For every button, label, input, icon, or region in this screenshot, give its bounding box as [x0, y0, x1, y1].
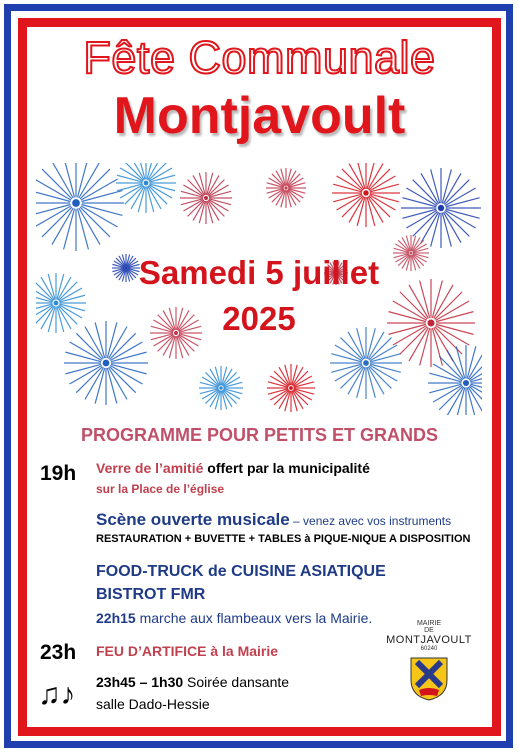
- programme-heading: PROGRAMME POUR PETITS ET GRANDS: [80, 425, 439, 445]
- date-year: 2025: [222, 300, 296, 337]
- logo-line3: MONTJAVOULT: [386, 634, 472, 646]
- event-scene-ouverte: [96, 510, 451, 530]
- soiree-time: 23h45 – 1h30: [96, 674, 184, 690]
- scene-note: – venez avec vos instruments: [289, 514, 452, 528]
- date-day: Samedi 5 juillet: [138, 254, 380, 291]
- restauration-line: RESTAURATION + BUVETTE + TABLES à PIQUE-NIQUE A DISPOSITION: [96, 533, 471, 545]
- mairie-logo: [386, 620, 472, 707]
- soiree-text: Soirée dansante: [183, 674, 290, 690]
- bistrot-line: BISTROT FMR: [96, 586, 206, 603]
- event-feu-artifice: FEU D’ARTIFICE à la Mairie: [96, 643, 279, 659]
- time-23h: 23h: [40, 641, 77, 664]
- logo-code: 60240: [420, 646, 438, 652]
- event-salle: salle Dado-Hessie: [96, 696, 210, 712]
- offert-label: offert par la municipalité: [203, 460, 370, 476]
- scene-label: Scène ouverte musicale: [96, 510, 290, 529]
- time-19h: 19h: [40, 462, 77, 485]
- event-verre-amitie: [96, 460, 370, 476]
- verre-label: Verre de l’amitié: [96, 460, 204, 476]
- title-montjavoult: Montjavoult: [113, 87, 406, 145]
- music-notes-icon: ♫♪: [38, 678, 76, 711]
- foodtruck-line: FOOD-TRUCK de CUISINE ASIATIQUE: [96, 563, 386, 580]
- logo-line1: MAIRIE: [416, 620, 442, 627]
- coat-of-arms-icon: [409, 656, 449, 702]
- marche-text: marche aux flambeaux vers la Mairie.: [135, 610, 373, 626]
- event-marche-flambeaux: [96, 610, 372, 626]
- event-place-eglise: sur la Place de l’église: [96, 482, 225, 496]
- marche-time: 22h15: [96, 610, 136, 626]
- event-soiree-dansante: [96, 674, 289, 690]
- title-fete-communale: Fête Communale: [83, 32, 436, 83]
- logo-line2: DE: [424, 627, 434, 634]
